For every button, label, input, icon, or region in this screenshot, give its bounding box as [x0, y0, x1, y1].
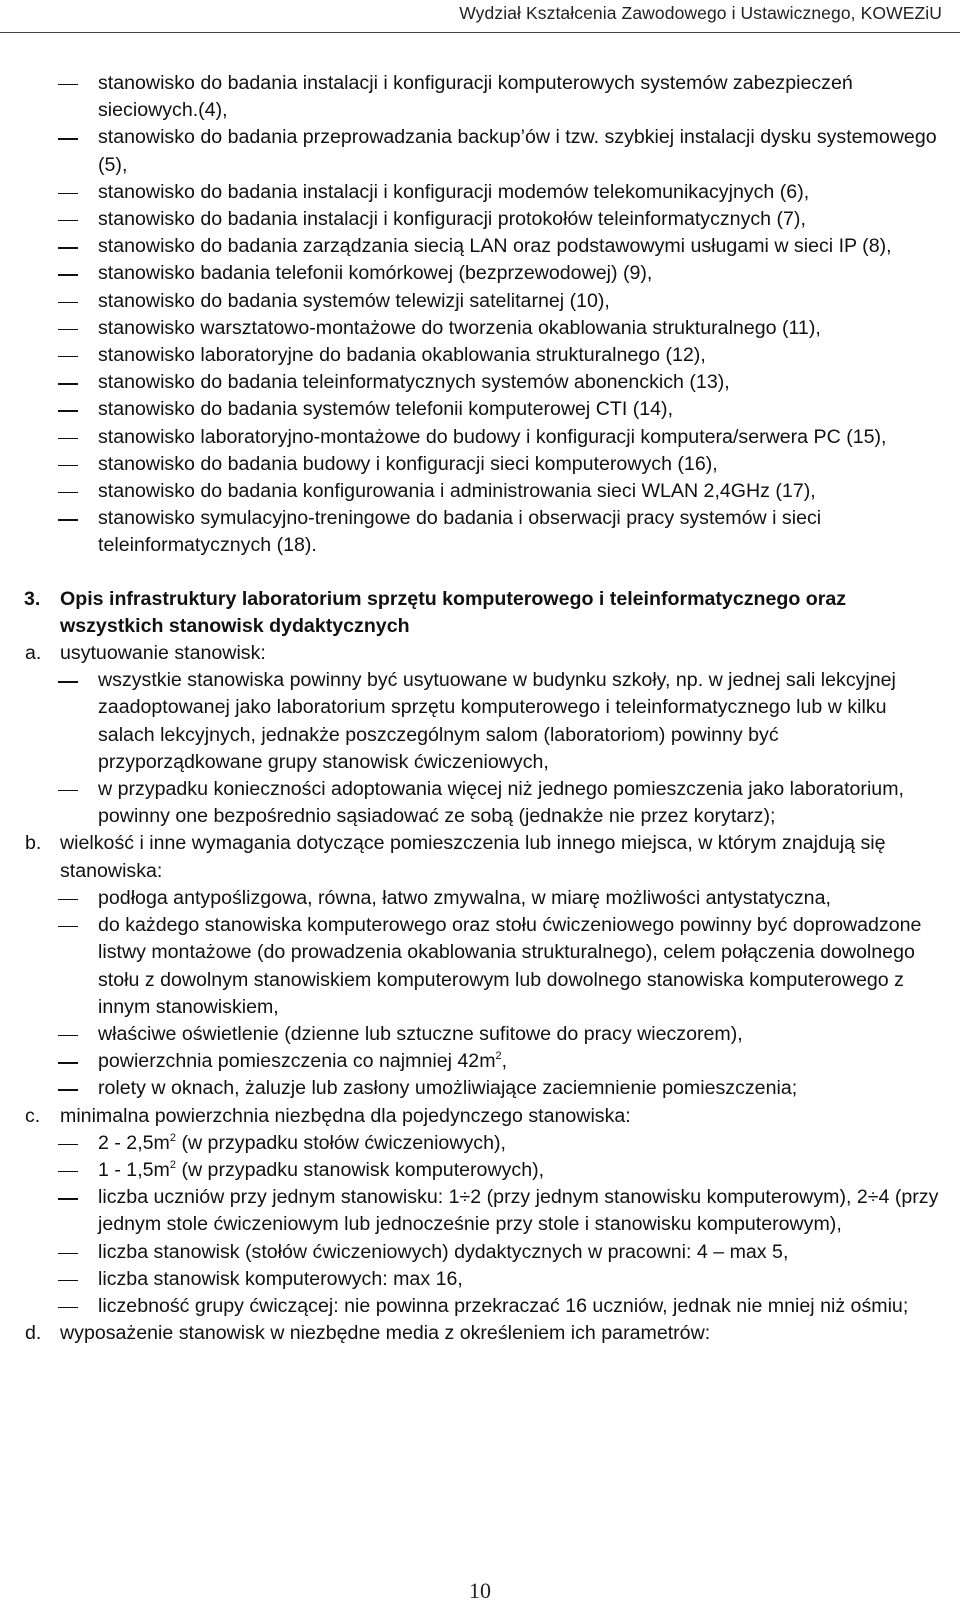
dash-bullet: [58, 274, 78, 275]
list-item: liczba uczniów przy jednym stanowisku: 1÷2 (przy jednym stanowisku komputerowym), 2÷4 (przy jednym stole ćwiczeniowym lub jednocześnie przy stole i stanowisku komputerowym),: [0, 1184, 960, 1238]
page-number: 10: [469, 1578, 491, 1603]
subsection-text: usytuowanie stanowisk:: [60, 642, 266, 665]
subsection-text: wyposażenie stanowisk w niezbędne media z określeniem ich parametrów:: [60, 1322, 711, 1345]
dash-bullet: [58, 193, 78, 194]
dash-bullet: [58, 1089, 78, 1090]
list-item: liczba stanowisk komputerowych: max 16,: [0, 1266, 960, 1293]
list-item: stanowisko do badania instalacji i konfiguracji komputerowych systemów zabezpieczeń sieciowych.(4),: [0, 70, 960, 124]
dash-bullet: [58, 1144, 78, 1145]
list-item: do każdego stanowiska komputerowego oraz stołu ćwiczeniowego powinny być doprowadzone listwy montażowe (do prowadzenia okablowania strukturalnego), celem połączenia dowolnego stołu z dowolnym stanowiskiem komputerowym lub dowolnego stanowiska komputerowego z innym stanowiskiem,: [0, 912, 960, 1021]
subsection-text: wielkość i inne wymagania dotyczące pomieszczenia lub innego miejsca, w którym znajdują się stanowiska:: [60, 832, 886, 882]
list-item: stanowisko do badania konfigurowania i administrowania sieci WLAN 2,4GHz (17),: [0, 478, 960, 505]
list-item: stanowisko do badania systemów telewizji satelitarnej (10),: [0, 288, 960, 315]
subsection-b: [0, 830, 960, 884]
dash-bullet: [58, 138, 78, 139]
list-item: powierzchnia pomieszczenia co najmniej $42m^2$,: [0, 1048, 960, 1075]
station-list: [0, 70, 960, 560]
dash-bullet: [58, 1253, 78, 1254]
list-item: stanowisko symulacyjno-treningowe do badania i obserwacji pracy systemów i sieci teleinformatycznych (18).: [0, 505, 960, 559]
dash-bullet: [58, 329, 78, 330]
dash-bullet: [58, 410, 78, 411]
dash-bullet: [58, 1198, 78, 1199]
dash-bullet: [58, 1307, 78, 1308]
dash-bullet: [58, 681, 78, 682]
subsection-label: d.: [25, 1322, 42, 1345]
dash-bullet: [58, 356, 78, 357]
dash-bullet: [58, 465, 78, 466]
subsection-d: [0, 1320, 960, 1347]
dash-bullet: [58, 926, 78, 927]
dash-bullet: [58, 247, 78, 248]
subsection-label: c.: [25, 1104, 41, 1127]
header-rule: [0, 32, 960, 33]
dash-bullet: [58, 1171, 78, 1172]
section-number: 3.: [24, 587, 41, 610]
list-item: $2 - 2,5m^2$ (w przypadku stołów ćwiczeniowych),: [0, 1130, 960, 1157]
list-item: w przypadku konieczności adoptowania więcej niż jednego pomieszczenia jako laboratorium, powinny one bezpośrednio sąsiadować ze sobą (jednakże nie przez korytarz);: [0, 776, 960, 830]
list-item: podłoga antypoślizgowa, równa, łatwo zmywalna, w miarę możliwości antystatyczna,: [0, 885, 960, 912]
section-heading: [0, 586, 960, 640]
page-header: Wydział Kształcenia Zawodowego i Ustawicznego, KOWEZiU: [459, 3, 942, 23]
list-item: stanowisko do badania teleinformatycznych systemów abonenckich (13),: [0, 369, 960, 396]
dash-bullet: [58, 383, 78, 384]
dash-bullet: [58, 899, 78, 900]
list-item: stanowisko do badania systemów telefonii komputerowej CTI (14),: [0, 396, 960, 423]
list-item: stanowisko do badania instalacji i konfiguracji modemów telekomunikacyjnych (6),: [0, 179, 960, 206]
list-item: liczebność grupy ćwiczącej: nie powinna przekraczać 16 uczniów, jednak nie mniej niż ośmiu;: [0, 1293, 960, 1320]
dash-bullet: [58, 519, 78, 520]
list-item: właściwe oświetlenie (dzienne lub sztuczne sufitowe do pracy wieczorem),: [0, 1021, 960, 1048]
list-item: stanowisko do badania instalacji i konfiguracji protokołów teleinformatycznych (7),: [0, 206, 960, 233]
subsection-text: minimalna powierzchnia niezbędna dla pojedynczego stanowiska:: [60, 1104, 631, 1127]
page-content: [0, 70, 960, 1347]
dash-bullet: [58, 1280, 78, 1281]
subsection-a: [0, 640, 960, 667]
list-item: wszystkie stanowiska powinny być usytuowane w budynku szkoły, np. w jednej sali lekcyjnej zaadoptowanej jako laboratorium sprzętu komputerowego i teleinformatycznego lub w kilku salach lekcyjnych, jednakże poszczególnym salom (laboratoriom) powinny być przyporządkowane grupy stanowisk ćwiczeniowych,: [0, 667, 960, 776]
subsection-label: b.: [25, 832, 42, 855]
section-title: Opis infrastruktury laboratorium sprzętu komputerowego i teleinformatycznego oraz wszystkich stanowisk dydaktycznych: [60, 587, 847, 637]
list-item: liczba stanowisk (stołów ćwiczeniowych) dydaktycznych w pracowni: 4 – max 5,: [0, 1239, 960, 1266]
dash-bullet: [58, 492, 78, 493]
dash-bullet: [58, 438, 78, 439]
subsection-c: [0, 1103, 960, 1130]
dash-bullet: [58, 1062, 78, 1063]
dash-bullet: [58, 302, 78, 303]
list-item: stanowisko do badania budowy i konfiguracji sieci komputerowych (16),: [0, 451, 960, 478]
list-item: stanowisko laboratoryjne do badania okablowania strukturalnego (12),: [0, 342, 960, 369]
subsection-label: a.: [25, 642, 42, 665]
list-item: stanowisko do badania zarządzania siecią LAN oraz podstawowymi usługami w sieci IP (8),: [0, 233, 960, 260]
list-item: $1 - 1,5m^2$ (w przypadku stanowisk komputerowych),: [0, 1157, 960, 1184]
spacer: [0, 560, 960, 586]
list-item: stanowisko do badania przeprowadzania backup’ów i tzw. szybkiej instalacji dysku systemowego (5),: [0, 124, 960, 178]
dash-bullet: [58, 220, 78, 221]
dash-bullet: [58, 84, 78, 85]
list-item: stanowisko badania telefonii komórkowej (bezprzewodowej) (9),: [0, 260, 960, 287]
list-item: rolety w oknach, żaluzje lub zasłony umożliwiające zaciemnienie pomieszczenia;: [0, 1075, 960, 1102]
list-item: stanowisko laboratoryjno-montażowe do budowy i konfiguracji komputera/serwera PC (15),: [0, 424, 960, 451]
dash-bullet: [58, 1035, 78, 1036]
dash-bullet: [58, 790, 78, 791]
list-item: stanowisko warsztatowo-montażowe do tworzenia okablowania strukturalnego (11),: [0, 315, 960, 342]
